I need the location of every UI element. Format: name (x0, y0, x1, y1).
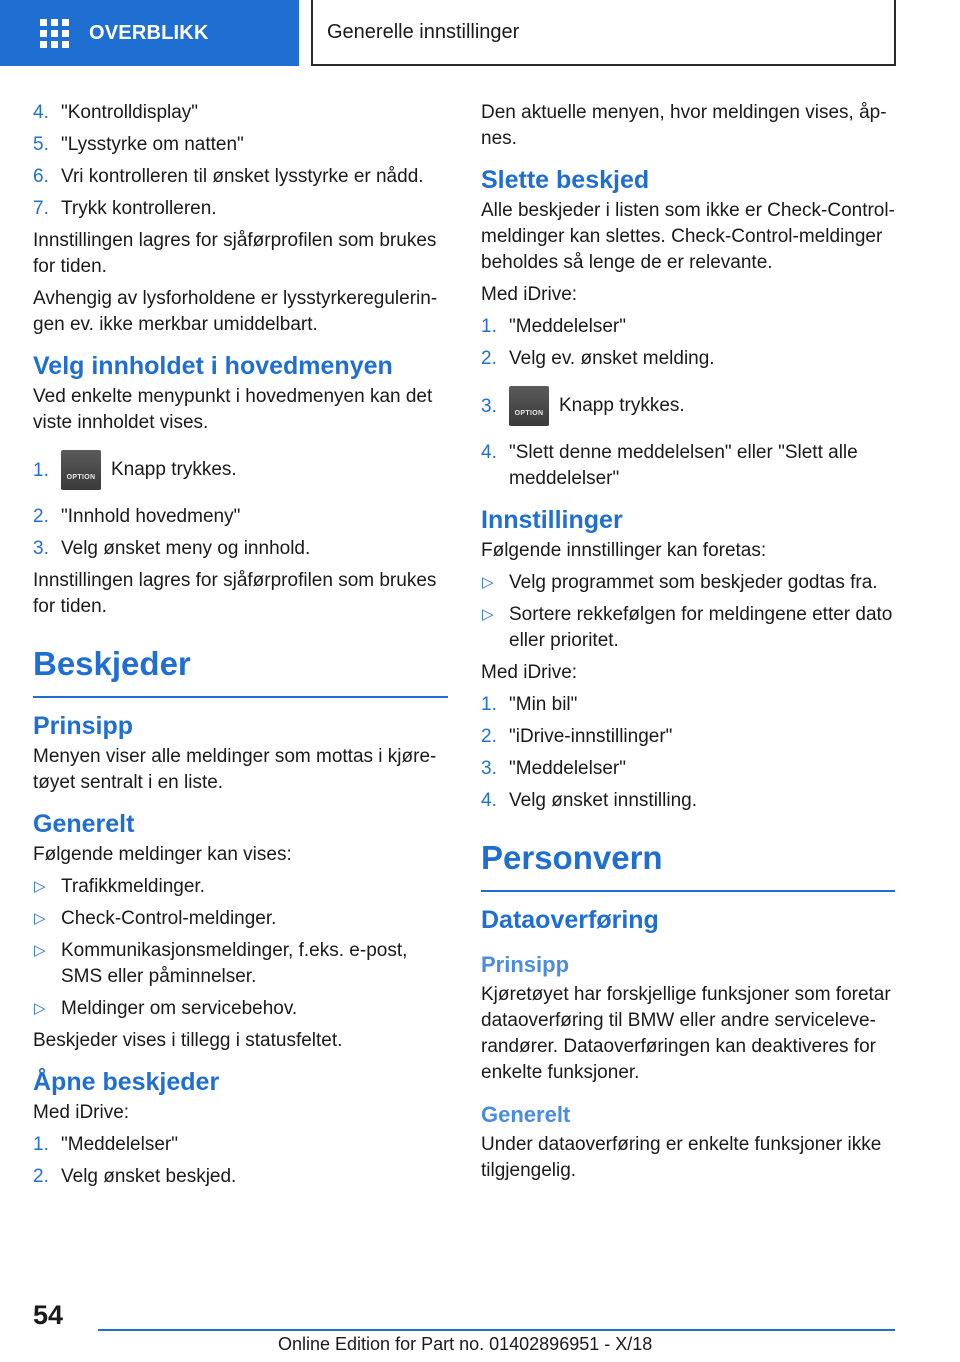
triangle-bullet-icon: ▷ (34, 878, 46, 895)
numbered-list (481, 692, 895, 814)
bullet-text: Check-Control-meldinger. (61, 908, 277, 929)
step-text: Knapp trykkes. (559, 395, 685, 416)
right-column (481, 100, 895, 1190)
list-item (33, 874, 448, 900)
paragraph: Med iDrive: (481, 662, 578, 683)
step-number: 4. (33, 102, 49, 123)
list-item (33, 132, 448, 158)
list-item (33, 442, 448, 498)
list-item (481, 602, 895, 654)
section-tab[interactable] (311, 0, 896, 66)
option-button-icon (61, 450, 101, 490)
overview-tab[interactable] (0, 0, 299, 66)
overview-label: OVERBLIKK (89, 21, 209, 44)
step-text: "Meddelelser" (61, 1134, 178, 1155)
list-item (33, 906, 448, 932)
numbered-list (33, 1132, 448, 1190)
step-text: "Slett denne meddelelsen" eller "Slett alle meddelelser" (509, 442, 858, 489)
list-item (33, 196, 448, 222)
option-button-label: OPTION (514, 410, 544, 417)
step-number: 6. (33, 166, 49, 187)
step-text: Vri kontrolleren til ønsket lysstyrke er nådd. (61, 166, 424, 187)
numbered-list (33, 100, 448, 222)
paragraph: Beskjeder vises i tillegg i statusfeltet. (33, 1030, 343, 1051)
step-number: 3. (481, 396, 497, 417)
step-text: Velg ønsket meny og innhold. (61, 538, 311, 559)
list-item (33, 100, 448, 126)
list-item (33, 996, 448, 1022)
triangle-bullet-icon: ▷ (34, 942, 46, 959)
paragraph: Under dataoverføring er enkelte funksjoner ikke tilgjengelig. (481, 1134, 882, 1181)
paragraph: Alle beskjeder i listen som ikke er Check-Control-meldinger kan slettes. Check-Control-meldinger beholdes så lenge de er relevante. (481, 200, 895, 273)
list-item (33, 1132, 448, 1158)
list-item (481, 756, 895, 782)
list-item (481, 440, 895, 492)
grid-menu-icon (40, 19, 69, 48)
step-text: Trykk kontrolleren. (61, 198, 217, 219)
chapter-heading: Beskjeder (33, 642, 448, 698)
numbered-list (33, 442, 448, 562)
step-text: Knapp trykkes. (111, 459, 237, 480)
bullet-text: Kommunikasjonsmeldinger, f.eks. e-post, SMS eller påminnelser. (61, 940, 408, 987)
step-text: Velg ønsket beskjed. (61, 1166, 237, 1187)
triangle-bullet-icon: ▷ (482, 606, 494, 623)
bullet-list (33, 874, 448, 1022)
list-item (481, 346, 895, 372)
paragraph: Menyen viser alle meldinger som mottas i kjøretøyet sentralt i en liste. (33, 746, 437, 793)
list-item (33, 536, 448, 562)
subsection-heading: Generelt (481, 1102, 571, 1127)
step-text: "Min bil" (509, 694, 578, 715)
section-heading: Innstillinger (481, 506, 623, 534)
list-item (481, 314, 895, 340)
list-item (481, 692, 895, 718)
triangle-bullet-icon: ▷ (482, 574, 494, 591)
section-heading: Prinsipp (33, 712, 134, 740)
step-number: 4. (481, 790, 497, 811)
step-number: 3. (481, 758, 497, 779)
bullet-text: Velg programmet som beskjeder godtas fra. (509, 572, 878, 593)
paragraph: Ved enkelte menypunkt i hovedmenyen kan det viste innholdet vises. (33, 386, 433, 433)
paragraph: Følgende meldinger kan vises: (33, 844, 292, 865)
left-column (33, 100, 448, 1196)
paragraph: Følgende innstillinger kan foretas: (481, 540, 767, 561)
step-number: 7. (33, 198, 49, 219)
option-button-label: OPTION (66, 474, 96, 481)
list-item (33, 938, 448, 990)
paragraph: Den aktuelle menyen, hvor meldingen vises, åpnes. (481, 102, 887, 149)
step-text: "iDrive-innstillinger" (509, 726, 673, 747)
step-number: 2. (33, 506, 49, 527)
chapter-heading: Personvern (481, 836, 895, 892)
section-heading: Velg innholdet i hovedmenyen (33, 352, 393, 380)
step-number: 1. (33, 1134, 49, 1155)
step-number: 2. (33, 1166, 49, 1187)
paragraph: Innstillingen lagres for sjåførprofilen som brukes for tiden. (33, 570, 437, 617)
step-number: 1. (481, 694, 497, 715)
step-text: "Kontrolldisplay" (61, 102, 199, 123)
step-text: "Meddelelser" (509, 758, 626, 779)
step-text: Velg ønsket innstilling. (509, 790, 697, 811)
step-text: Velg ev. ønsket melding. (509, 348, 715, 369)
paragraph: Med iDrive: (481, 284, 578, 305)
triangle-bullet-icon: ▷ (34, 1000, 46, 1017)
bullet-list (481, 570, 895, 654)
paragraph: Med iDrive: (33, 1102, 130, 1123)
paragraph: Kjøretøyet har forskjellige funksjoner som foretar dataoverføring til BMW eller andre serviceleverandører. Dataoverføringen kan deaktiveres for enkelte funksjoner. (481, 984, 891, 1083)
list-item (481, 570, 895, 596)
list-item (481, 378, 895, 434)
step-number: 3. (33, 538, 49, 559)
step-number: 1. (481, 316, 497, 337)
section-heading: Åpne beskjeder (33, 1068, 220, 1096)
paragraph: Avhengig av lysforholdene er lysstyrkereguleringen ev. ikke merkbar umiddelbart. (33, 288, 438, 335)
step-text: "Meddelelser" (509, 316, 626, 337)
step-number: 1. (33, 460, 49, 481)
list-item (481, 788, 895, 814)
paragraph: Innstillingen lagres for sjåførprofilen som brukes for tiden. (33, 230, 437, 277)
list-item (33, 164, 448, 190)
section-heading: Generelt (33, 810, 135, 838)
footer-divider (98, 1329, 895, 1331)
step-text: "Lysstyrke om natten" (61, 134, 244, 155)
step-number: 2. (481, 348, 497, 369)
bullet-text: Trafikkmeldinger. (61, 876, 205, 897)
section-heading: Slette beskjed (481, 166, 650, 194)
section-heading: Dataoverføring (481, 906, 659, 934)
page-header (0, 0, 960, 66)
list-item (33, 1164, 448, 1190)
edition-text: Online Edition for Part no. 01402896951 - X/18 (278, 1334, 653, 1354)
list-item (33, 504, 448, 530)
section-title: Generelle innstillinger (327, 20, 520, 43)
step-number: 2. (481, 726, 497, 747)
option-button-icon (509, 386, 549, 426)
page-number: 54 (33, 1300, 64, 1330)
numbered-list (481, 314, 895, 492)
bullet-text: Sortere rekkefølgen for meldingene etter dato eller prioritet. (509, 604, 893, 651)
list-item (481, 724, 895, 750)
step-number: 5. (33, 134, 49, 155)
step-number: 4. (481, 442, 497, 463)
triangle-bullet-icon: ▷ (34, 910, 46, 927)
subsection-heading: Prinsipp (481, 952, 570, 977)
step-text: "Innhold hovedmeny" (61, 506, 241, 527)
bullet-text: Meldinger om servicebehov. (61, 998, 298, 1019)
